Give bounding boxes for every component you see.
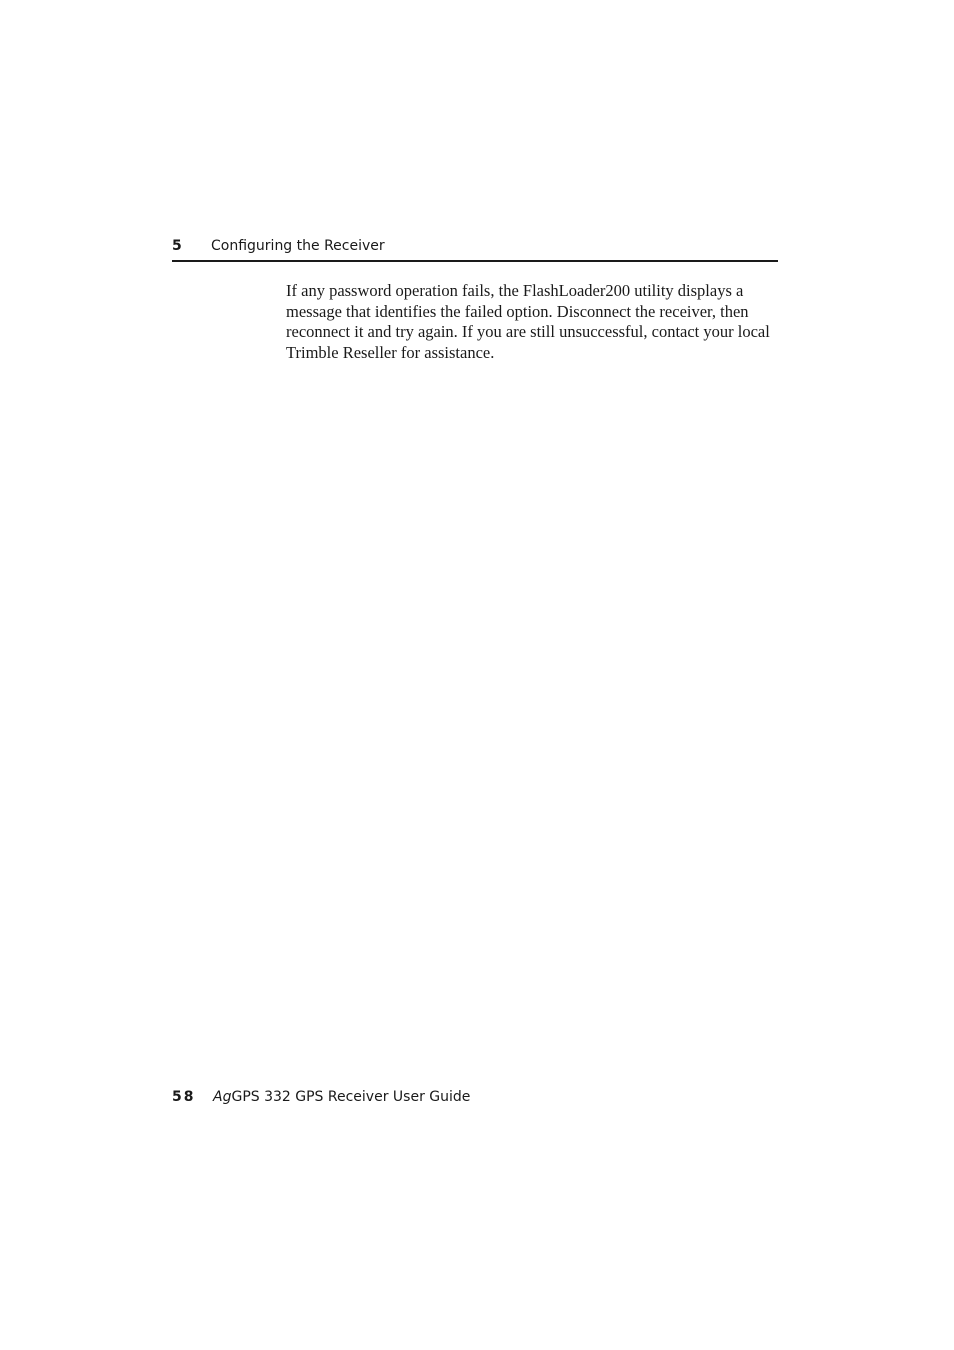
- chapter-title: Configuring the Receiver: [211, 238, 385, 254]
- chapter-number: 5: [172, 238, 182, 254]
- running-header: [172, 236, 778, 262]
- guide-title-prefix: Ag: [213, 1089, 232, 1105]
- page-number: 58: [172, 1089, 196, 1105]
- guide-title: [213, 1087, 470, 1107]
- guide-title-rest: GPS 332 GPS Receiver User Guide: [231, 1089, 471, 1105]
- body-paragraph: If any password operation fails, the FlashLoader200 utility displays a message that identifies the failed option. Disconnect the receiver, then reconnect it and try again. If you are still unsuccessful, contact your local Trimble Reseller for assistance.: [286, 281, 770, 363]
